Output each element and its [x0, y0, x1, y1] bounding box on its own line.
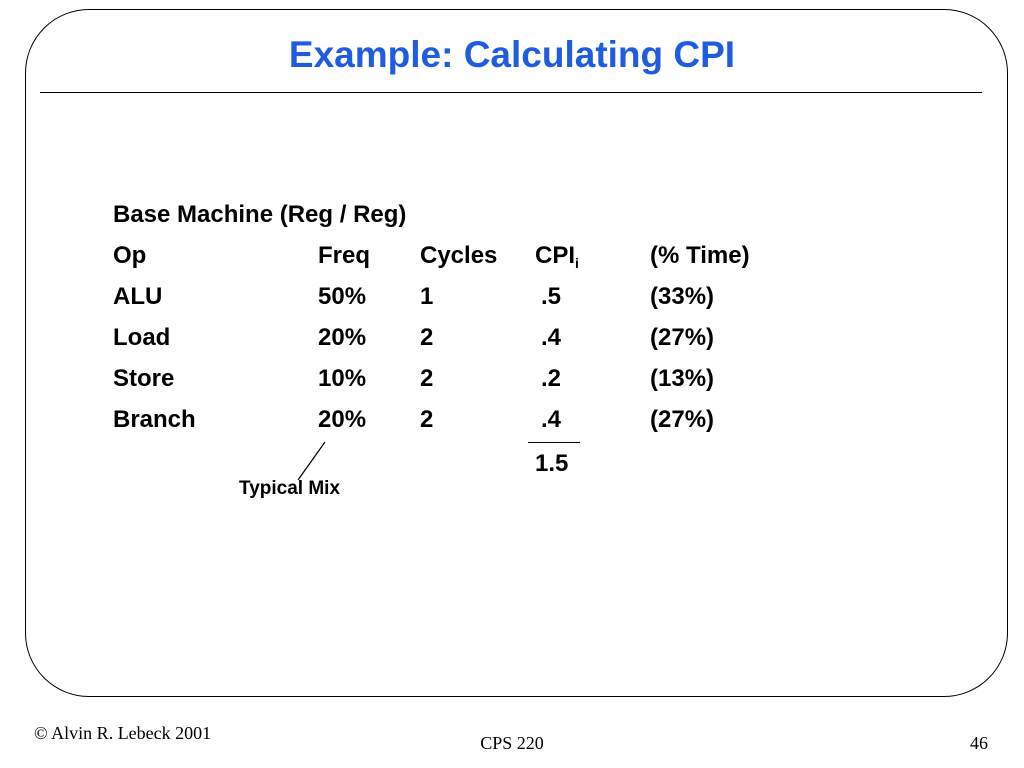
column-header-op: Op	[113, 242, 147, 269]
sum-underline	[528, 442, 580, 443]
footer-page-number: 46	[970, 733, 988, 753]
row-time: (27%)	[650, 324, 715, 351]
row-cpi: .4	[541, 324, 562, 351]
column-header-cpi	[535, 242, 579, 271]
column-header-time: (% Time)	[650, 242, 750, 269]
row-freq: 20%	[318, 324, 367, 351]
row-op: Load	[113, 324, 171, 351]
row-op: Branch	[113, 406, 196, 433]
total-cpi: 1.5	[535, 450, 569, 477]
row-freq: 20%	[318, 406, 367, 433]
slide-title: Example: Calculating CPI	[288, 34, 736, 75]
pointer-stroke	[298, 442, 325, 480]
row-freq: 50%	[318, 283, 367, 310]
row-time: (27%)	[650, 406, 715, 433]
annotation-pointer-line	[290, 440, 330, 482]
column-header-cycles: Cycles	[420, 242, 498, 269]
row-cycles: 2	[420, 406, 434, 433]
column-header-freq: Freq	[318, 242, 371, 269]
row-freq: 10%	[318, 365, 367, 392]
row-cycles: 2	[420, 365, 434, 392]
footer-author: © Alvin R. Lebeck 2001	[34, 723, 212, 743]
row-cpi: .2	[541, 365, 562, 392]
row-op: ALU	[113, 283, 163, 310]
row-time: (13%)	[650, 365, 715, 392]
row-cpi: .4	[541, 406, 562, 433]
row-time: (33%)	[650, 283, 715, 310]
row-cycles: 2	[420, 324, 434, 351]
slide-frame	[25, 9, 1008, 697]
table-caption: Base Machine (Reg / Reg)	[113, 201, 407, 228]
title-divider	[40, 92, 982, 93]
typical-mix-label: Typical Mix	[239, 478, 341, 499]
footer-course: CPS 220	[480, 733, 544, 753]
row-cycles: 1	[420, 283, 434, 310]
cpi-subscript: i	[575, 255, 579, 271]
row-cpi: .5	[541, 283, 562, 310]
cpi-label: CPI	[535, 242, 576, 269]
row-op: Store	[113, 365, 175, 392]
